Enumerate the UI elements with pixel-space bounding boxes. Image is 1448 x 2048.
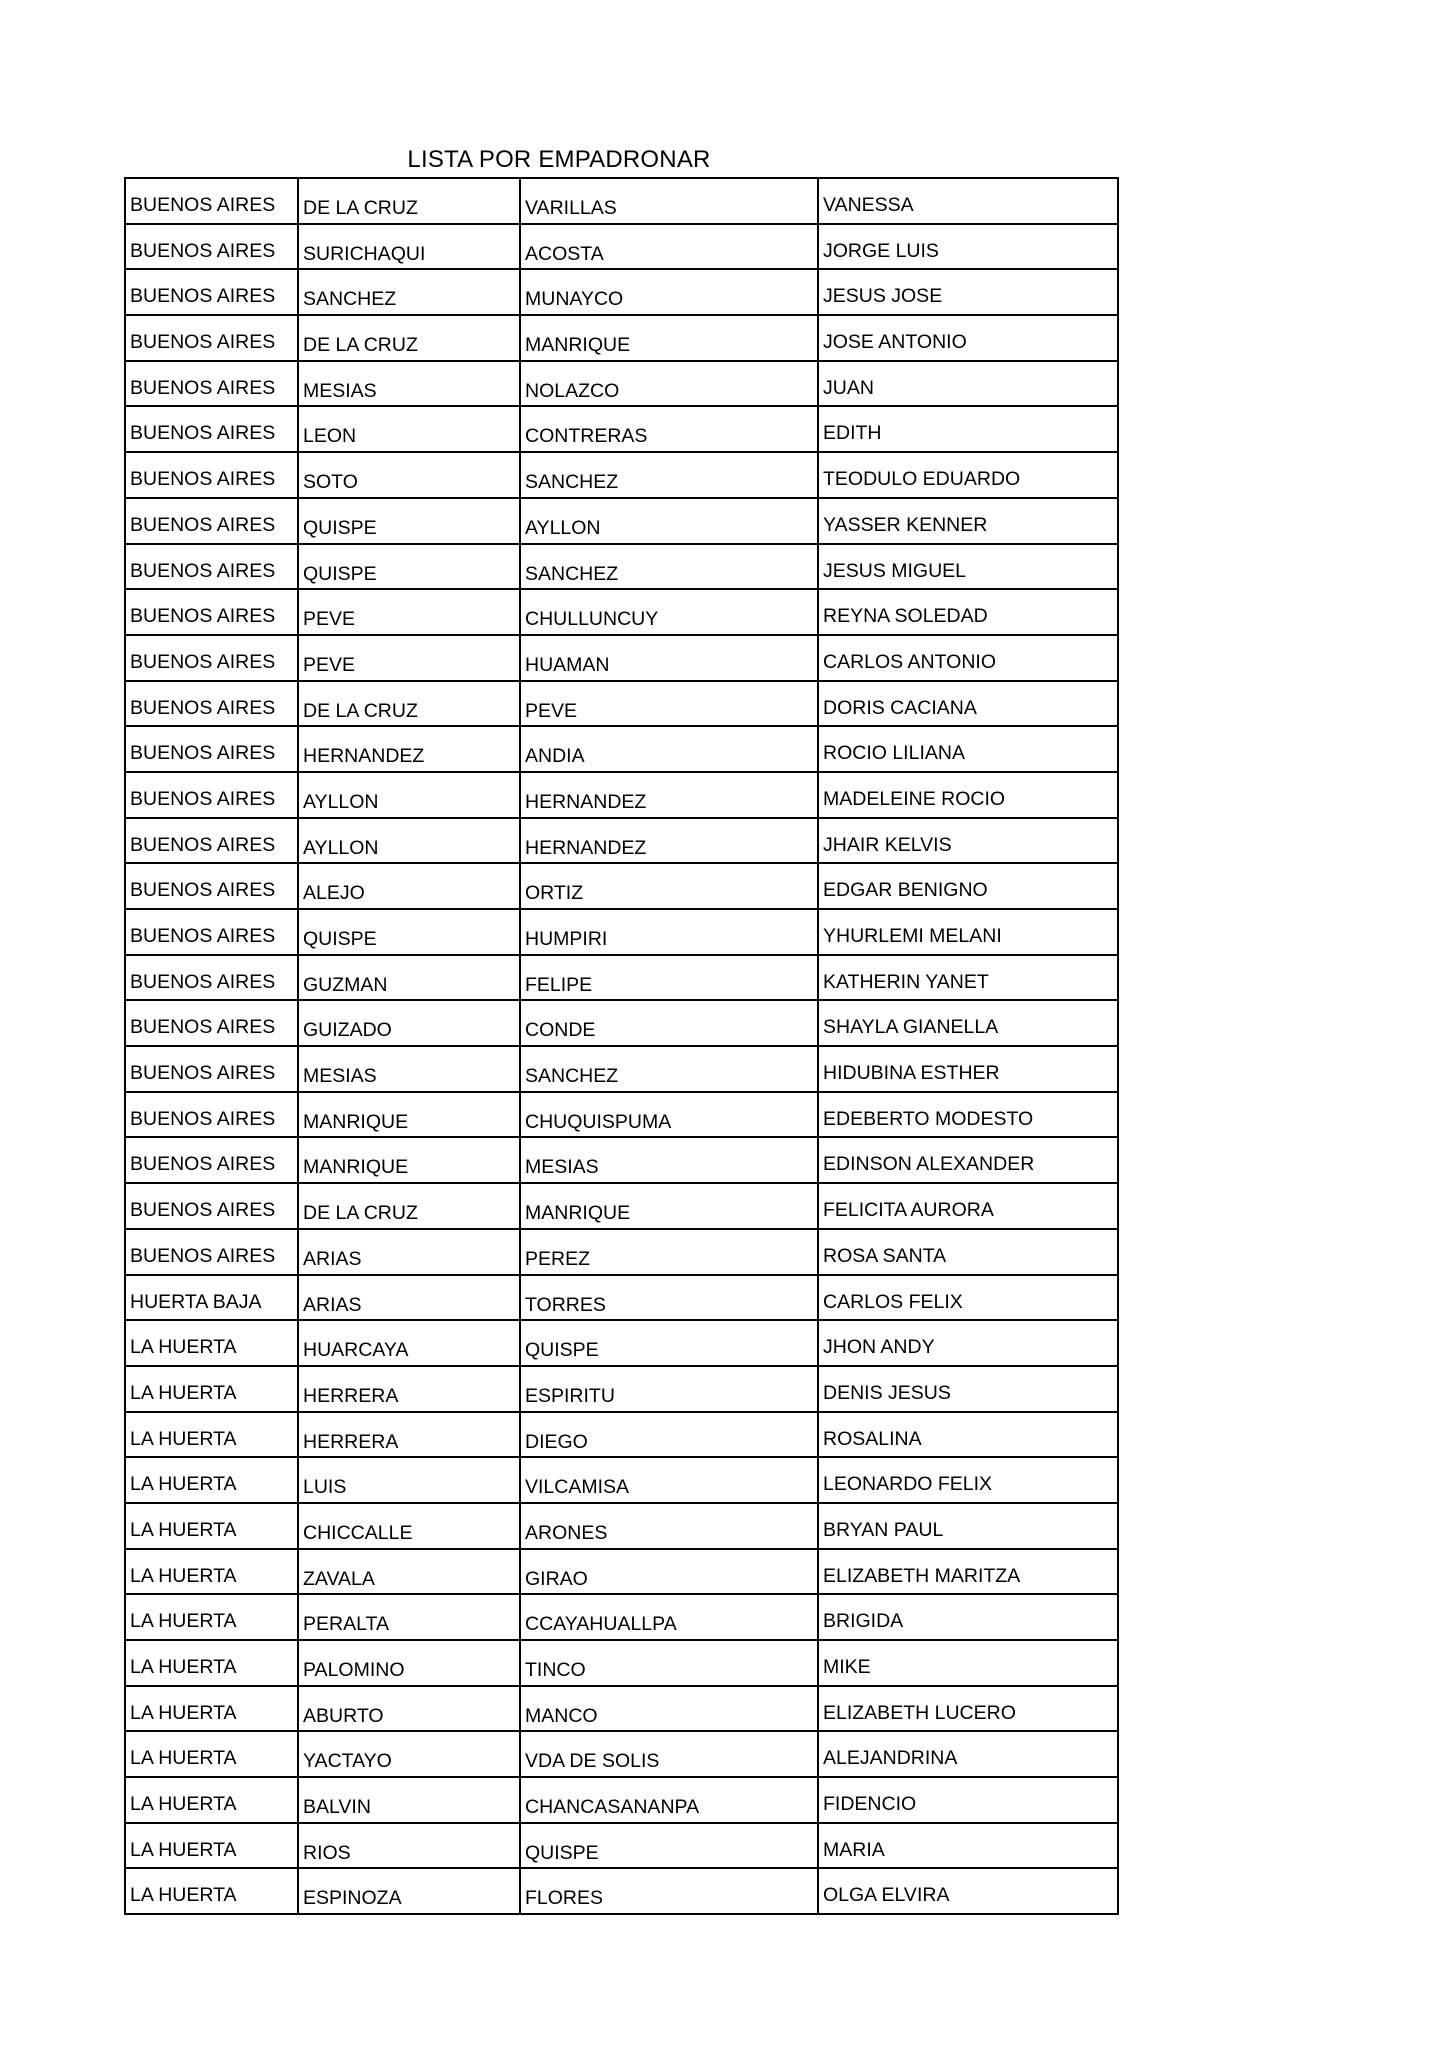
maternal-surname-cell: HERNANDEZ xyxy=(520,818,818,864)
paternal-surname-cell: DE LA CRUZ xyxy=(298,315,520,361)
locality-cell: LA HUERTA xyxy=(125,1777,298,1823)
paternal-surname-cell: RIOS xyxy=(298,1823,520,1869)
given-names-cell: EDGAR BENIGNO xyxy=(818,863,1118,909)
table-row xyxy=(125,1000,1118,1046)
maternal-surname-cell: MANRIQUE xyxy=(520,315,818,361)
paternal-surname-cell: ARIAS xyxy=(298,1275,520,1321)
given-names-cell: TEODULO EDUARDO xyxy=(818,452,1118,498)
locality-cell: BUENOS AIRES xyxy=(125,909,298,955)
maternal-surname-cell: TINCO xyxy=(520,1640,818,1686)
maternal-surname-cell: QUISPE xyxy=(520,1823,818,1869)
table-row xyxy=(125,1137,1118,1183)
given-names-cell: FELICITA AURORA xyxy=(818,1183,1118,1229)
maternal-surname-cell: ANDIA xyxy=(520,726,818,772)
given-names-cell: ROSALINA xyxy=(818,1412,1118,1458)
locality-cell: BUENOS AIRES xyxy=(125,681,298,727)
paternal-surname-cell: MESIAS xyxy=(298,1046,520,1092)
maternal-surname-cell: MESIAS xyxy=(520,1137,818,1183)
given-names-cell: MARIA xyxy=(818,1823,1118,1869)
paternal-surname-cell: QUISPE xyxy=(298,544,520,590)
locality-cell: BUENOS AIRES xyxy=(125,1183,298,1229)
maternal-surname-cell: VILCAMISA xyxy=(520,1457,818,1503)
given-names-cell: EDINSON ALEXANDER xyxy=(818,1137,1118,1183)
given-names-cell: YASSER KENNER xyxy=(818,498,1118,544)
table-row xyxy=(125,1457,1118,1503)
paternal-surname-cell: ALEJO xyxy=(298,863,520,909)
paternal-surname-cell: GUZMAN xyxy=(298,955,520,1001)
paternal-surname-cell: MANRIQUE xyxy=(298,1092,520,1138)
given-names-cell: DENIS JESUS xyxy=(818,1366,1118,1412)
roster-table-body xyxy=(125,178,1118,1914)
paternal-surname-cell: SANCHEZ xyxy=(298,269,520,315)
maternal-surname-cell: MUNAYCO xyxy=(520,269,818,315)
locality-cell: LA HUERTA xyxy=(125,1549,298,1595)
maternal-surname-cell: ACOSTA xyxy=(520,224,818,270)
given-names-cell: LEONARDO FELIX xyxy=(818,1457,1118,1503)
maternal-surname-cell: PEVE xyxy=(520,681,818,727)
maternal-surname-cell: HERNANDEZ xyxy=(520,772,818,818)
locality-cell: LA HUERTA xyxy=(125,1320,298,1366)
given-names-cell: EDITH xyxy=(818,406,1118,452)
paternal-surname-cell: QUISPE xyxy=(298,498,520,544)
maternal-surname-cell: VDA DE SOLIS xyxy=(520,1731,818,1777)
locality-cell: BUENOS AIRES xyxy=(125,1000,298,1046)
paternal-surname-cell: PEVE xyxy=(298,635,520,681)
table-row xyxy=(125,1823,1118,1869)
locality-cell: LA HUERTA xyxy=(125,1366,298,1412)
table-row xyxy=(125,269,1118,315)
given-names-cell: EDEBERTO MODESTO xyxy=(818,1092,1118,1138)
locality-cell: BUENOS AIRES xyxy=(125,589,298,635)
table-row xyxy=(125,1183,1118,1229)
locality-cell: LA HUERTA xyxy=(125,1594,298,1640)
table-row xyxy=(125,863,1118,909)
table-row xyxy=(125,1366,1118,1412)
locality-cell: LA HUERTA xyxy=(125,1731,298,1777)
given-names-cell: ROCIO LILIANA xyxy=(818,726,1118,772)
paternal-surname-cell: HUARCAYA xyxy=(298,1320,520,1366)
table-row xyxy=(125,681,1118,727)
locality-cell: BUENOS AIRES xyxy=(125,224,298,270)
given-names-cell: JOSE ANTONIO xyxy=(818,315,1118,361)
locality-cell: BUENOS AIRES xyxy=(125,361,298,407)
maternal-surname-cell: TORRES xyxy=(520,1275,818,1321)
paternal-surname-cell: DE LA CRUZ xyxy=(298,178,520,224)
paternal-surname-cell: SURICHAQUI xyxy=(298,224,520,270)
table-row xyxy=(125,1640,1118,1686)
table-row xyxy=(125,498,1118,544)
locality-cell: LA HUERTA xyxy=(125,1640,298,1686)
maternal-surname-cell: MANRIQUE xyxy=(520,1183,818,1229)
given-names-cell: JHON ANDY xyxy=(818,1320,1118,1366)
maternal-surname-cell: PEREZ xyxy=(520,1229,818,1275)
given-names-cell: DORIS CACIANA xyxy=(818,681,1118,727)
maternal-surname-cell: SANCHEZ xyxy=(520,1046,818,1092)
table-row xyxy=(125,772,1118,818)
given-names-cell: ROSA SANTA xyxy=(818,1229,1118,1275)
locality-cell: BUENOS AIRES xyxy=(125,315,298,361)
paternal-surname-cell: DE LA CRUZ xyxy=(298,681,520,727)
given-names-cell: CARLOS ANTONIO xyxy=(818,635,1118,681)
paternal-surname-cell: BALVIN xyxy=(298,1777,520,1823)
paternal-surname-cell: AYLLON xyxy=(298,772,520,818)
maternal-surname-cell: CONDE xyxy=(520,1000,818,1046)
given-names-cell: ELIZABETH MARITZA xyxy=(818,1549,1118,1595)
paternal-surname-cell: HERRERA xyxy=(298,1412,520,1458)
given-names-cell: JUAN xyxy=(818,361,1118,407)
maternal-surname-cell: SANCHEZ xyxy=(520,544,818,590)
table-row xyxy=(125,1229,1118,1275)
paternal-surname-cell: DE LA CRUZ xyxy=(298,1183,520,1229)
table-row xyxy=(125,1731,1118,1777)
table-row xyxy=(125,178,1118,224)
locality-cell: LA HUERTA xyxy=(125,1503,298,1549)
given-names-cell: BRYAN PAUL xyxy=(818,1503,1118,1549)
paternal-surname-cell: LEON xyxy=(298,406,520,452)
maternal-surname-cell: DIEGO xyxy=(520,1412,818,1458)
given-names-cell: CARLOS FELIX xyxy=(818,1275,1118,1321)
given-names-cell: FIDENCIO xyxy=(818,1777,1118,1823)
maternal-surname-cell: VARILLAS xyxy=(520,178,818,224)
page-title: LISTA POR EMPADRONAR xyxy=(407,146,711,173)
paternal-surname-cell: GUIZADO xyxy=(298,1000,520,1046)
maternal-surname-cell: CHANCASANANPA xyxy=(520,1777,818,1823)
maternal-surname-cell: SANCHEZ xyxy=(520,452,818,498)
locality-cell: LA HUERTA xyxy=(125,1412,298,1458)
given-names-cell: MADELEINE ROCIO xyxy=(818,772,1118,818)
maternal-surname-cell: NOLAZCO xyxy=(520,361,818,407)
given-names-cell: JORGE LUIS xyxy=(818,224,1118,270)
paternal-surname-cell: QUISPE xyxy=(298,909,520,955)
table-row xyxy=(125,1275,1118,1321)
locality-cell: HUERTA BAJA xyxy=(125,1275,298,1321)
paternal-surname-cell: YACTAYO xyxy=(298,1731,520,1777)
given-names-cell: OLGA ELVIRA xyxy=(818,1868,1118,1914)
locality-cell: BUENOS AIRES xyxy=(125,544,298,590)
locality-cell: BUENOS AIRES xyxy=(125,818,298,864)
table-row xyxy=(125,635,1118,681)
table-row xyxy=(125,909,1118,955)
paternal-surname-cell: HERRERA xyxy=(298,1366,520,1412)
locality-cell: BUENOS AIRES xyxy=(125,955,298,1001)
paternal-surname-cell: SOTO xyxy=(298,452,520,498)
given-names-cell: ALEJANDRINA xyxy=(818,1731,1118,1777)
paternal-surname-cell: PERALTA xyxy=(298,1594,520,1640)
locality-cell: BUENOS AIRES xyxy=(125,406,298,452)
locality-cell: BUENOS AIRES xyxy=(125,1046,298,1092)
table-row xyxy=(125,315,1118,361)
table-row xyxy=(125,726,1118,772)
table-row xyxy=(125,361,1118,407)
paternal-surname-cell: LUIS xyxy=(298,1457,520,1503)
locality-cell: BUENOS AIRES xyxy=(125,863,298,909)
roster-table xyxy=(124,177,1119,1915)
given-names-cell: REYNA SOLEDAD xyxy=(818,589,1118,635)
given-names-cell: YHURLEMI MELANI xyxy=(818,909,1118,955)
locality-cell: BUENOS AIRES xyxy=(125,178,298,224)
table-row xyxy=(125,1549,1118,1595)
maternal-surname-cell: AYLLON xyxy=(520,498,818,544)
given-names-cell: ELIZABETH LUCERO xyxy=(818,1686,1118,1732)
paternal-surname-cell: ESPINOZA xyxy=(298,1868,520,1914)
paternal-surname-cell: MANRIQUE xyxy=(298,1137,520,1183)
table-row xyxy=(125,1046,1118,1092)
given-names-cell: KATHERIN YANET xyxy=(818,955,1118,1001)
locality-cell: LA HUERTA xyxy=(125,1868,298,1914)
maternal-surname-cell: HUAMAN xyxy=(520,635,818,681)
table-row xyxy=(125,955,1118,1001)
maternal-surname-cell: FLORES xyxy=(520,1868,818,1914)
maternal-surname-cell: CHULLUNCUY xyxy=(520,589,818,635)
table-row xyxy=(125,1777,1118,1823)
locality-cell: LA HUERTA xyxy=(125,1457,298,1503)
table-row xyxy=(125,406,1118,452)
maternal-surname-cell: MANCO xyxy=(520,1686,818,1732)
table-row xyxy=(125,452,1118,498)
table-row xyxy=(125,1320,1118,1366)
maternal-surname-cell: GIRAO xyxy=(520,1549,818,1595)
locality-cell: BUENOS AIRES xyxy=(125,498,298,544)
paternal-surname-cell: PALOMINO xyxy=(298,1640,520,1686)
given-names-cell: JHAIR KELVIS xyxy=(818,818,1118,864)
maternal-surname-cell: ARONES xyxy=(520,1503,818,1549)
maternal-surname-cell: CONTRERAS xyxy=(520,406,818,452)
table-row xyxy=(125,1503,1118,1549)
table-row xyxy=(125,1686,1118,1732)
paternal-surname-cell: CHICCALLE xyxy=(298,1503,520,1549)
maternal-surname-cell: CCAYAHUALLPA xyxy=(520,1594,818,1640)
table-row xyxy=(125,1868,1118,1914)
locality-cell: LA HUERTA xyxy=(125,1686,298,1732)
locality-cell: BUENOS AIRES xyxy=(125,1137,298,1183)
paternal-surname-cell: ARIAS xyxy=(298,1229,520,1275)
locality-cell: BUENOS AIRES xyxy=(125,726,298,772)
table-row xyxy=(125,1412,1118,1458)
locality-cell: BUENOS AIRES xyxy=(125,269,298,315)
table-row xyxy=(125,224,1118,270)
table-row xyxy=(125,1594,1118,1640)
maternal-surname-cell: ORTIZ xyxy=(520,863,818,909)
maternal-surname-cell: HUMPIRI xyxy=(520,909,818,955)
paternal-surname-cell: AYLLON xyxy=(298,818,520,864)
maternal-surname-cell: FELIPE xyxy=(520,955,818,1001)
given-names-cell: MIKE xyxy=(818,1640,1118,1686)
table-row xyxy=(125,544,1118,590)
locality-cell: BUENOS AIRES xyxy=(125,772,298,818)
table-row xyxy=(125,818,1118,864)
maternal-surname-cell: ESPIRITU xyxy=(520,1366,818,1412)
table-row xyxy=(125,589,1118,635)
given-names-cell: VANESSA xyxy=(818,178,1118,224)
locality-cell: BUENOS AIRES xyxy=(125,635,298,681)
paternal-surname-cell: ZAVALA xyxy=(298,1549,520,1595)
maternal-surname-cell: CHUQUISPUMA xyxy=(520,1092,818,1138)
locality-cell: BUENOS AIRES xyxy=(125,452,298,498)
given-names-cell: BRIGIDA xyxy=(818,1594,1118,1640)
given-names-cell: JESUS JOSE xyxy=(818,269,1118,315)
given-names-cell: HIDUBINA ESTHER xyxy=(818,1046,1118,1092)
maternal-surname-cell: QUISPE xyxy=(520,1320,818,1366)
paternal-surname-cell: PEVE xyxy=(298,589,520,635)
locality-cell: BUENOS AIRES xyxy=(125,1229,298,1275)
given-names-cell: JESUS MIGUEL xyxy=(818,544,1118,590)
locality-cell: BUENOS AIRES xyxy=(125,1092,298,1138)
locality-cell: LA HUERTA xyxy=(125,1823,298,1869)
paternal-surname-cell: MESIAS xyxy=(298,361,520,407)
table-row xyxy=(125,1092,1118,1138)
paternal-surname-cell: ABURTO xyxy=(298,1686,520,1732)
paternal-surname-cell: HERNANDEZ xyxy=(298,726,520,772)
given-names-cell: SHAYLA GIANELLA xyxy=(818,1000,1118,1046)
